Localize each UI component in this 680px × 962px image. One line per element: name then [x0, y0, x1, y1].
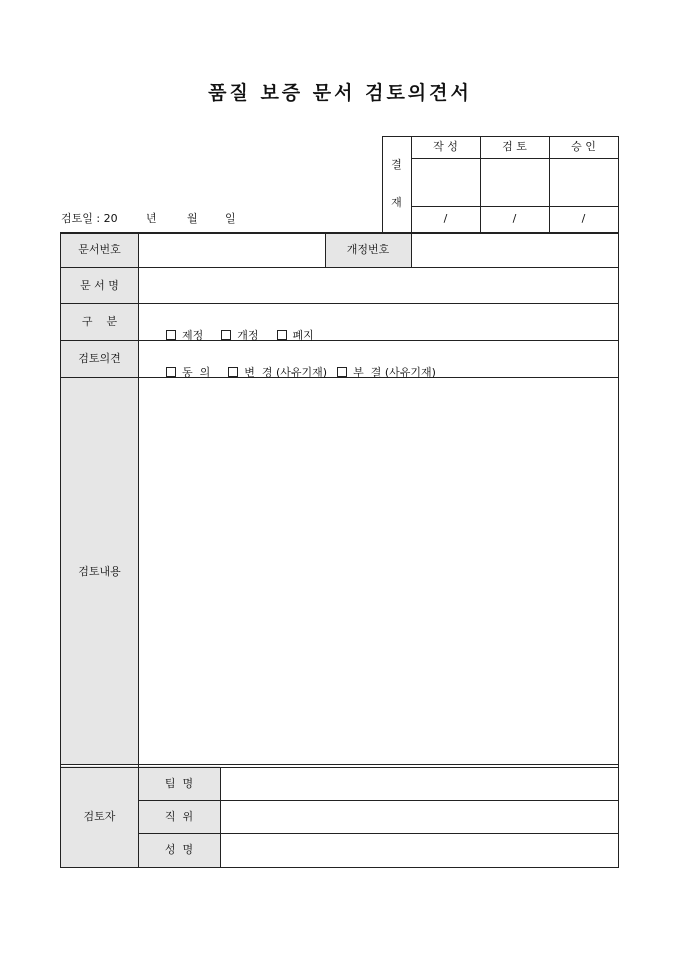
writer-signature-field[interactable]: [412, 159, 479, 205]
position-input[interactable]: [221, 801, 617, 832]
opinion-option-agree[interactable]: 동 의: [166, 366, 210, 380]
review-date-month-label: 월: [187, 212, 198, 225]
approver-date-field[interactable]: /: [581, 212, 586, 225]
category-options: [152, 315, 332, 357]
content-label: 검토내용: [78, 565, 121, 578]
category-label: 구 분: [81, 315, 118, 328]
revision-number-input[interactable]: [412, 234, 617, 266]
team-name-input[interactable]: [221, 768, 617, 799]
reviewer-label: 검토자: [83, 810, 116, 823]
checkbox-icon[interactable]: [221, 330, 231, 340]
opinion-label: 검토의견: [78, 352, 121, 365]
writer-date-field[interactable]: /: [443, 212, 448, 225]
doc-name-input[interactable]: [139, 268, 617, 302]
team-name-label: 팀 명: [164, 777, 194, 790]
checkbox-icon[interactable]: [277, 330, 287, 340]
reviewer-signature-field[interactable]: [481, 159, 548, 205]
opinion-option-change[interactable]: 변 경 (사유기재): [228, 366, 327, 380]
doc-number-input[interactable]: [139, 234, 324, 266]
checkbox-icon[interactable]: [166, 367, 176, 377]
reviewer-date-field[interactable]: /: [512, 212, 517, 225]
doc-number-label: 문서번호: [78, 243, 121, 256]
revision-number-label: 개정번호: [346, 243, 390, 256]
doc-name-label: 문 서 명: [80, 279, 119, 292]
approval-col-approver: 승 인: [571, 140, 596, 153]
opinion-options: [152, 352, 454, 394]
approval-col-reviewer: 검 토: [502, 140, 527, 153]
category-option-revision[interactable]: 개정: [221, 329, 258, 343]
full-name-input[interactable]: [221, 834, 617, 866]
category-option-new[interactable]: 제정: [166, 329, 203, 343]
page-title: 품질 보증 문서 검토의견서: [208, 82, 472, 104]
position-label: 직 위: [164, 810, 194, 823]
checkbox-icon[interactable]: [166, 330, 176, 340]
review-date-day-label: 일: [225, 212, 236, 225]
checkbox-icon[interactable]: [228, 367, 238, 377]
review-date-year-label: 년: [146, 212, 157, 225]
opinion-option-reject[interactable]: 부 결 (사유기재): [337, 366, 436, 380]
review-date-prefix: 검토일 : 20: [61, 212, 118, 225]
approval-side-label-bottom: 재: [391, 196, 402, 209]
full-name-label: 성 명: [164, 843, 194, 856]
approval-side-label-top: 결: [391, 158, 402, 171]
checkbox-icon[interactable]: [337, 367, 347, 377]
content-textarea[interactable]: [139, 378, 617, 763]
approval-col-writer: 작 성: [433, 140, 458, 153]
approver-signature-field[interactable]: [550, 159, 617, 205]
category-option-abolish[interactable]: 폐지: [277, 329, 314, 343]
